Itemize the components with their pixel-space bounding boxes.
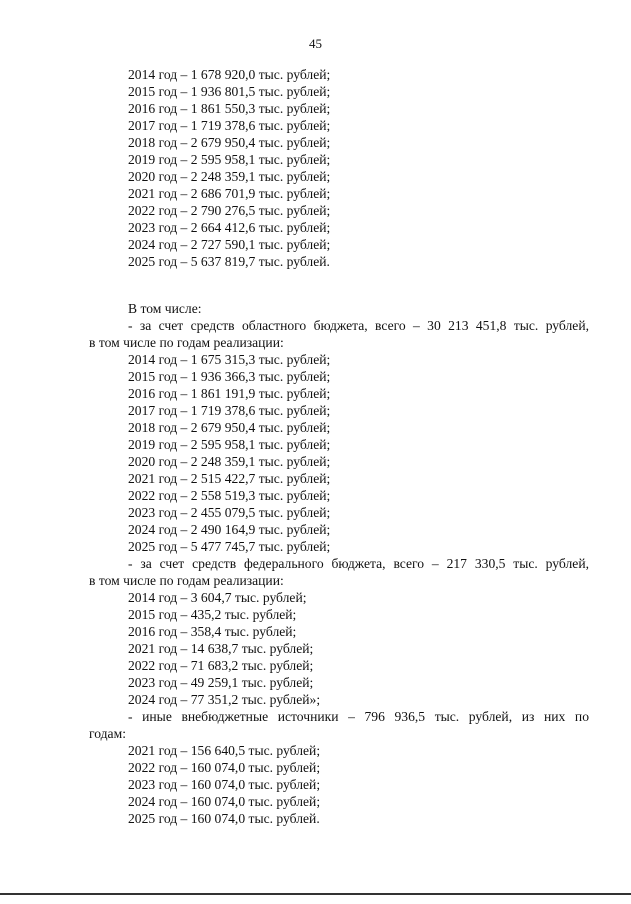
list-item: 2022 год – 71 683,2 тыс. рублей; <box>128 658 314 673</box>
list-item: 2022 год – 2 558 519,3 тыс. рублей; <box>128 488 331 503</box>
list-item: 2016 год – 1 861 191,9 тыс. рублей; <box>128 386 331 401</box>
list-item: 2021 год – 156 640,5 тыс. рублей; <box>128 743 321 758</box>
list-item: 2021 год – 14 638,7 тыс. рублей; <box>128 641 314 656</box>
list-item: 2024 год – 77 351,2 тыс. рублей»; <box>128 692 321 707</box>
list-item: 2020 год – 2 248 359,1 тыс. рублей; <box>128 454 331 469</box>
federal-budget-line: - за счет средств федерального бюджета, всего – 217 330,5 тыс. рублей, <box>128 556 589 571</box>
list-item: 2023 год – 2 664 412,6 тыс. рублей; <box>128 220 331 235</box>
section-heading: В том числе: <box>128 301 202 316</box>
list-item: 2015 год – 1 936 366,3 тыс. рублей; <box>128 369 331 384</box>
list-item: 2022 год – 2 790 276,5 тыс. рублей; <box>128 203 331 218</box>
other-sources-line: - иные внебюджетные источники – 796 936,5 тыс. рублей, из них по <box>128 709 589 724</box>
page-number: 45 <box>309 36 322 51</box>
regional-budget-line: - за счет средств областного бюджета, всего – 30 213 451,8 тыс. рублей, <box>128 318 589 333</box>
list-item: 2020 год – 2 248 359,1 тыс. рублей; <box>128 169 331 184</box>
federal-budget-subline: в том числе по годам реализации: <box>89 573 284 588</box>
list-item: 2025 год – 5 477 745,7 тыс. рублей; <box>128 539 331 554</box>
list-item: 2015 год – 1 936 801,5 тыс. рублей; <box>128 84 331 99</box>
list-item: 2024 год – 160 074,0 тыс. рублей; <box>128 794 321 809</box>
scan-edge-divider <box>0 893 631 895</box>
list-item: 2018 год – 2 679 950,4 тыс. рублей; <box>128 420 331 435</box>
list-item: 2016 год – 358,4 тыс. рублей; <box>128 624 297 639</box>
list-item: 2024 год – 2 490 164,9 тыс. рублей; <box>128 522 331 537</box>
list-item: 2023 год – 2 455 079,5 тыс. рублей; <box>128 505 331 520</box>
list-item: 2025 год – 5 637 819,7 тыс. рублей. <box>128 254 330 269</box>
list-item: 2019 год – 2 595 958,1 тыс. рублей; <box>128 152 331 167</box>
list-item: 2022 год – 160 074,0 тыс. рублей; <box>128 760 321 775</box>
list-item: 2023 год – 49 259,1 тыс. рублей; <box>128 675 314 690</box>
list-item: 2017 год – 1 719 378,6 тыс. рублей; <box>128 118 331 133</box>
list-item: 2014 год – 3 604,7 тыс. рублей; <box>128 590 307 605</box>
regional-budget-subline: в том числе по годам реализации: <box>89 335 284 350</box>
list-item: 2023 год – 160 074,0 тыс. рублей; <box>128 777 321 792</box>
list-item: 2019 год – 2 595 958,1 тыс. рублей; <box>128 437 331 452</box>
list-item: 2021 год – 2 515 422,7 тыс. рублей; <box>128 471 331 486</box>
list-item: 2014 год – 1 675 315,3 тыс. рублей; <box>128 352 331 367</box>
other-sources-subline: годам: <box>89 726 126 741</box>
list-item: 2024 год – 2 727 590,1 тыс. рублей; <box>128 237 331 252</box>
list-item: 2014 год – 1 678 920,0 тыс. рублей; <box>128 67 331 82</box>
list-item: 2021 год – 2 686 701,9 тыс. рублей; <box>128 186 331 201</box>
list-item: 2018 год – 2 679 950,4 тыс. рублей; <box>128 135 331 150</box>
list-item: 2017 год – 1 719 378,6 тыс. рублей; <box>128 403 331 418</box>
list-item: 2015 год – 435,2 тыс. рублей; <box>128 607 297 622</box>
list-item: 2016 год – 1 861 550,3 тыс. рублей; <box>128 101 331 116</box>
list-item: 2025 год – 160 074,0 тыс. рублей. <box>128 811 320 826</box>
